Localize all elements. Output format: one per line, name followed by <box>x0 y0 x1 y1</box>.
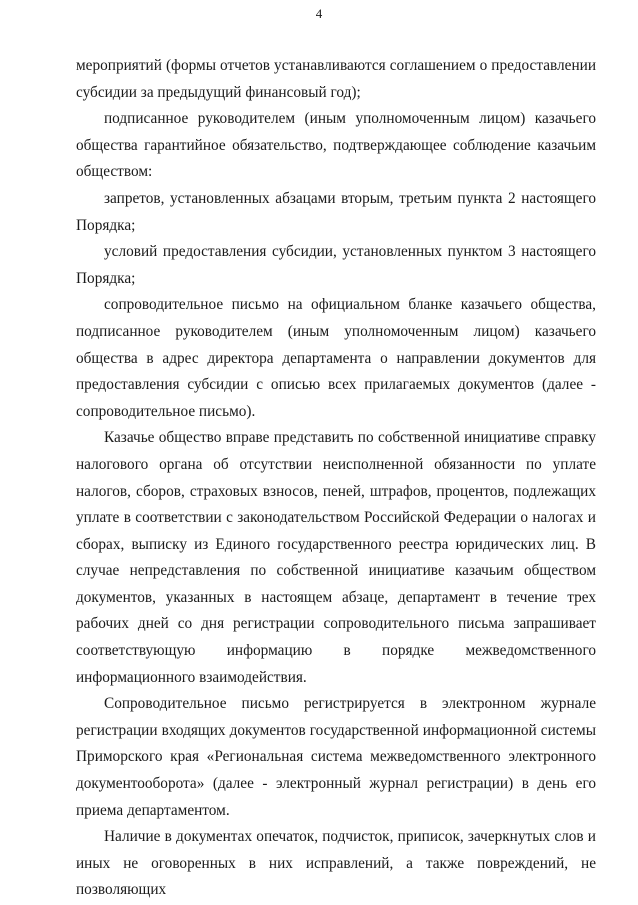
paragraph-prohibitions: запретов, установленных абзацами вторым, третьим пункта 2 настоящего Порядка; <box>76 189 596 234</box>
paragraph-registration: Сопроводительное письмо регистрируется в электронном журнале регистрации входящих документов государственной информационной системы Приморского края «Региональная система межведомственного электронного документооборота» (далее - электронный журнал регистрации) в день его приема департаментом. <box>76 695 596 819</box>
paragraph-errors: Наличие в документах опечаток, подчисток, приписок, зачеркнутых слов и иных не оговоренных в них исправлений, а также повреждений, не позволяющих <box>76 828 596 899</box>
document-body <box>76 53 596 904</box>
paragraph-guarantee-obligation: подписанное руководителем (иным уполномоченным лицом) казачьего общества гарантийное обязательство, подтверждающее соблюдение казачьим обществом: <box>76 110 596 181</box>
paragraph-subsidy-conditions: условий предоставления субсидии, установленных пунктом 3 настоящего Порядка; <box>76 243 596 287</box>
paragraph-tax-certificate: Казачье общество вправе представить по собственной инициативе справку налогового органа об отсутствии неисполненной обязанности по уплате налогов, сборов, страховых взносов, пеней, штрафов, процентов, подлежащих уплате в соответствии с законодательством Российской Федерации о налогах и сборах, выписку из Единого государственного реестра юридических лиц. В случае непредставления по собственной инициативе казачьим обществом документов, указанных в настоящем абзаце, департамент в течение трех рабочих дней со дня регистрации сопроводительного письма запрашивает соответствующую информацию в порядке межведомственного информационного взаимодействия. <box>76 429 596 686</box>
paragraph-cover-letter: сопроводительное письмо на официальном бланке казачьего общества, подписанное руководителем (иным уполномоченным лицом) казачьего общества в адрес директора департамента о направлении документов для предоставления субсидии с описью всех прилагаемых документов (далее - сопроводительное письмо). <box>76 296 596 420</box>
paragraph-continuation: мероприятий (формы отчетов устанавливаются соглашением о предоставлении субсидии за предыдущий финансовый год); <box>76 57 596 101</box>
page-number: 4 <box>315 6 323 21</box>
